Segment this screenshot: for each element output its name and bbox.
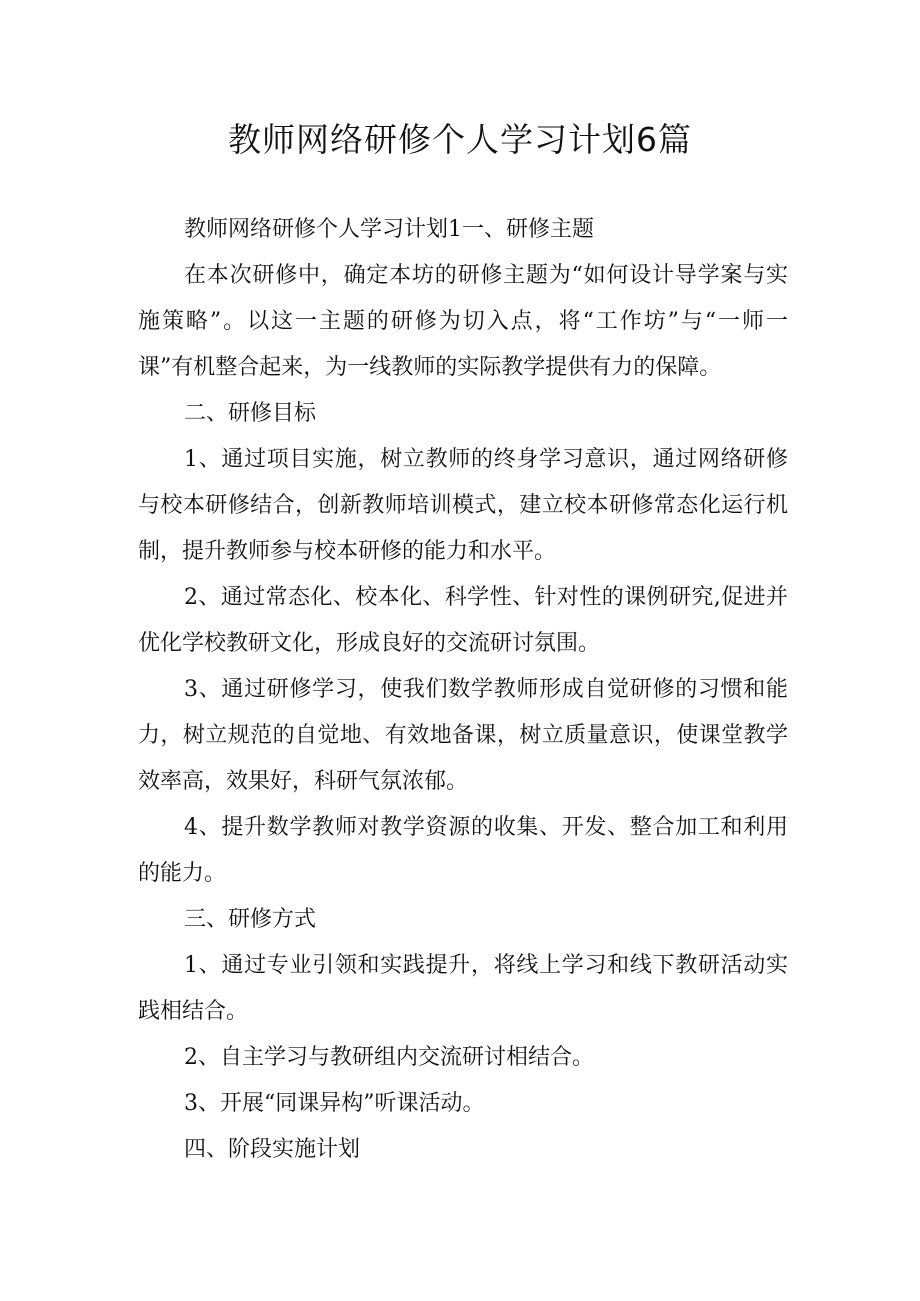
paragraph-goal-4: 4、提升数学教师对教学资源的收集、开发、整合加工和利用的能力。 [138, 815, 788, 886]
paragraph-method-2: 2、自主学习与教研组内交流研讨相结合。 [184, 1045, 594, 1070]
paragraph-method-1: 1、通过专业引领和实践提升，将线上学习和线下教研活动实践相结合。 [138, 953, 788, 1024]
document-title: 教师网络研修个人学习计划6篇 [228, 120, 692, 159]
heading-research-methods: 三、研修方式 [184, 907, 317, 932]
paragraph-plan-1-heading: 教师网络研修个人学习计划1一、研修主题 [184, 217, 594, 242]
paragraph-research-theme: 在本次研修中，确定本坊的研修主题为“如何设计导学案与实施策略”。以这一主题的研修为切入点，将“工作坊”与“一师一课”有机整合起来，为一线教师的实际教学提供有力的保障。 [138, 263, 788, 380]
heading-research-goals: 二、研修目标 [184, 401, 317, 426]
heading-implementation-plan: 四、阶段实施计划 [184, 1137, 361, 1162]
paragraph-goal-3: 3、通过研修学习，使我们数学教师形成自觉研修的习惯和能力，树立规范的自觉地、有效地备课，树立质量意识，使课堂教学效率高，效果好，科研气氛浓郁。 [138, 677, 788, 794]
document-body [138, 207, 788, 1173]
paragraph-method-3: 3、开展“同课异构”听课活动。 [184, 1091, 485, 1116]
paragraph-goal-1: 1、通过项目实施，树立教师的终身学习意识，通过网络研修与校本研修结合，创新教师培训模式，建立校本研修常态化运行机制，提升教师参与校本研修的能力和水平。 [138, 447, 788, 564]
paragraph-goal-2: 2、通过常态化、校本化、科学性、针对性的课例研究,促进并优化学校教研文化，形成良好的交流研讨氛围。 [138, 585, 788, 656]
